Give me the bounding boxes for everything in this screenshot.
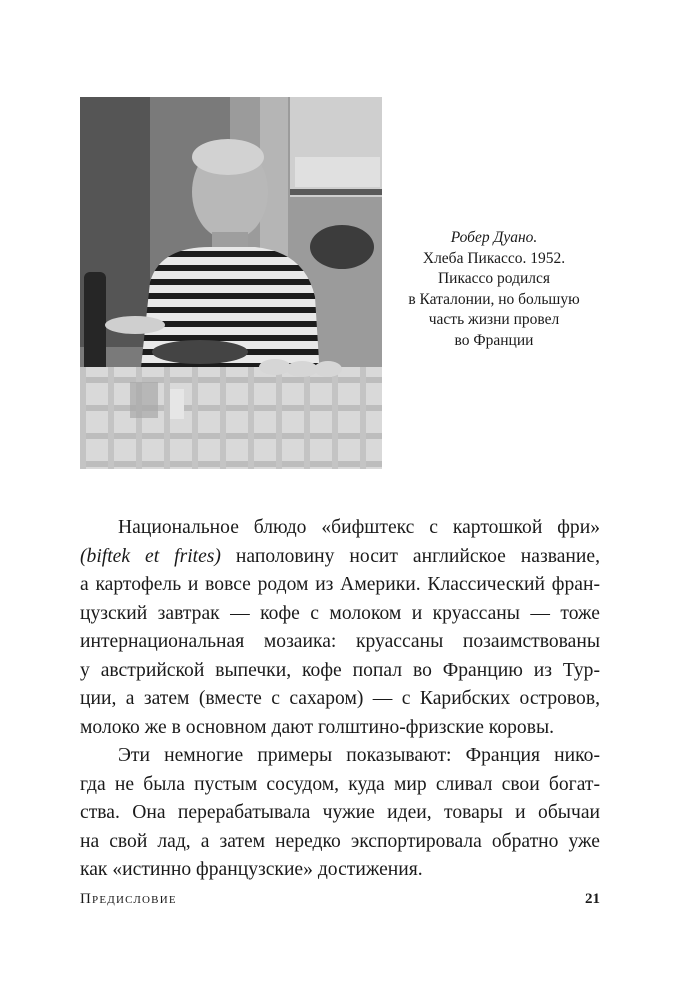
- photo: [80, 97, 382, 469]
- paragraph-1-line: [80, 543, 600, 572]
- caption-line: Пикассо родился: [437, 270, 551, 287]
- paragraph-1-line: а картофель и вовсе родом из Америки. Классический фран-: [80, 574, 600, 595]
- paragraph-2-line: Эти немногие примеры показывают: Франция нико-: [118, 745, 600, 766]
- paragraph-2-line: ства. Она перерабатывала чужие идеи, товары и обычаи: [80, 802, 600, 823]
- paragraph-1-line: ции, а затем (вместе с сахаром) — с Карибских островов,: [80, 688, 600, 709]
- paragraph-1-line: цузский завтрак — кофе с молоком и круассаны — тоже: [80, 602, 600, 624]
- caption-line: во Франции: [454, 331, 534, 349]
- paragraph-2-line: на свой лад, а затем нередко экспортировала обратно уже: [80, 830, 600, 852]
- caption-line: в Каталонии, но большую: [408, 290, 580, 308]
- paragraph-1-line: у австрийской выпечки, кофе попал во Францию из Тур-: [80, 659, 600, 681]
- paragraph-1-line: интернациональная мозаика: круассаны позаимствованы: [80, 631, 600, 652]
- page-number: 21: [585, 891, 600, 907]
- body-text: [80, 514, 600, 885]
- paragraph-1-line: Национальное блюдо «бифштекс с картошкой фри»: [118, 517, 600, 538]
- caption-line: часть жизни провел: [428, 311, 560, 328]
- paragraph-1-line: молоко же в основном дают голштино-фризские коровы.: [80, 716, 555, 738]
- picasso-photo-image: [80, 97, 382, 469]
- photo-caption: [388, 228, 600, 351]
- page-footer: [80, 891, 600, 911]
- section-title: Предисловие: [80, 891, 177, 907]
- text-run: наполовину носит английское название,: [220, 545, 600, 567]
- caption-line: Хлеба Пикассо. 1952.: [422, 249, 566, 267]
- paragraph-2-line: как «истинно французские» достижения.: [80, 859, 423, 880]
- italic-phrase: (biftek et frites): [80, 545, 221, 567]
- paragraph-2-line: гда не была пустым сосудом, куда мир сливал свои богат-: [80, 773, 600, 795]
- caption-author: Робер Дуано.: [450, 229, 538, 246]
